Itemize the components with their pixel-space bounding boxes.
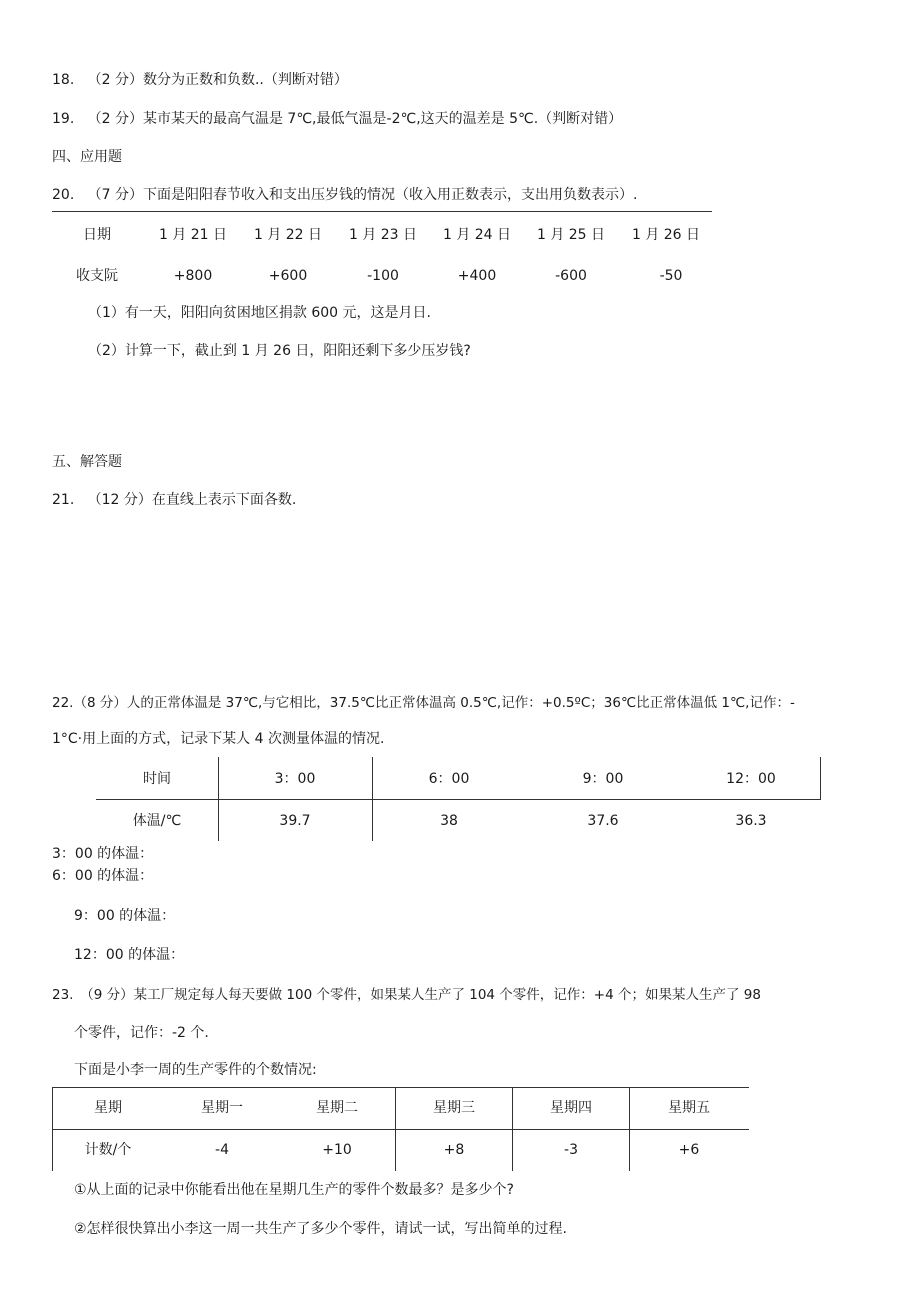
- sub-question-2: ②怎样很快算出小李这一周一共生产了多少个零件，请试一试，写出简单的过程.: [74, 1221, 567, 1237]
- table-cell: +8: [443, 1142, 465, 1158]
- table-header-cell: 星期五: [668, 1100, 710, 1116]
- question-text: （2 分）数分为正数和负数..（判断对错）: [87, 72, 348, 88]
- table-cell: 38: [440, 813, 458, 829]
- section-heading-4: 四、应用题: [52, 149, 122, 165]
- table-header-cell: 12：00: [726, 771, 776, 787]
- table-cell: +600: [268, 268, 308, 284]
- table-header-cell: 星期二: [316, 1100, 358, 1116]
- table-header-cell: 1 月 23 日: [348, 227, 418, 243]
- table-header-cell: 6：00: [428, 771, 470, 787]
- table-cell: -3: [564, 1142, 578, 1158]
- question-number: 21.: [52, 492, 75, 508]
- section-heading-5: 五、解答题: [52, 454, 122, 470]
- table-divider: [395, 1087, 396, 1171]
- table-cell: -600: [555, 268, 587, 284]
- table-cell: -100: [367, 268, 399, 284]
- table-cell: +6: [678, 1142, 700, 1158]
- table-cell: -50: [659, 268, 683, 284]
- table-header-label: 时间: [143, 771, 171, 787]
- question-text: （2 分）某市某天的最高气温是 7℃,最低气温是-2℃,这天的温差是 5℃.（判断对错）: [87, 111, 623, 127]
- table-header-cell: 1 月 21 日: [158, 227, 228, 243]
- table-rule: [52, 1087, 749, 1088]
- question-23-intro: 下面是小李一周的生产零件的个数情况:: [74, 1062, 317, 1078]
- sub-question-1: （1）有一天，阳阳向贫困地区捐款 600 元，这是月日.: [88, 305, 431, 321]
- table-divider: [629, 1087, 630, 1171]
- question-19: [52, 109, 622, 129]
- question-number: 20.: [52, 187, 75, 203]
- table-row-label: 体温/℃: [132, 813, 182, 829]
- table-cell: 37.6: [587, 813, 619, 829]
- question-number: 19.: [52, 111, 75, 127]
- question-text: （7 分）下面是阳阳春节收入和支出压岁钱的情况（收入用正数表示，支出用负数表示）.: [87, 187, 638, 203]
- question-18: [52, 70, 348, 90]
- question-21: [52, 490, 296, 510]
- table-divider: [820, 757, 821, 799]
- table-header-cell: 星期一: [201, 1100, 243, 1116]
- table-header-cell: 1 月 22 日: [253, 227, 323, 243]
- table-row-label: 计数/个: [84, 1142, 132, 1158]
- table-cell: 36.3: [735, 813, 767, 829]
- table-rule: [96, 799, 821, 800]
- table-header-label: 星期: [94, 1100, 122, 1116]
- table-header-cell: 星期三: [433, 1100, 475, 1116]
- table-divider: [512, 1087, 513, 1171]
- question-number: 18.: [52, 72, 75, 88]
- table-cell: -4: [215, 1142, 229, 1158]
- table-divider: [52, 1087, 53, 1171]
- question-22-line-2: 1°C·用上面的方式，记录下某人 4 次测量体温的情况.: [52, 731, 385, 747]
- sub-question-2: （2）计算一下，截止到 1 月 26 日，阳阳还剩下多少压岁钱?: [88, 343, 471, 359]
- table-top-rule: [52, 211, 712, 212]
- answer-line: 3：00 的体温：: [52, 846, 154, 862]
- table-rule: [52, 1129, 749, 1130]
- table-header-cell: 3：00: [274, 771, 316, 787]
- sub-question-1: ①从上面的记录中你能看出他在星期几生产的零件个数最多？是多少个?: [74, 1182, 514, 1198]
- question-text: （12 分）在直线上表示下面各数.: [87, 492, 297, 508]
- question-23-line-2: 个零件，记作：-2 个.: [74, 1025, 209, 1041]
- question-20: [52, 185, 637, 205]
- table-header-cell: 1 月 25 日: [536, 227, 606, 243]
- table-header-cell: 1 月 26 日: [631, 227, 701, 243]
- table-header-cell: 1 月 24 日: [442, 227, 512, 243]
- table-cell: +400: [457, 268, 497, 284]
- answer-line: 6：00 的体温：: [52, 868, 154, 884]
- table-row-label: 收支阮: [76, 268, 118, 284]
- question-22-line-1: 22.（8 分）人的正常体温是 37℃,与它相比，37.5℃比正常体温高 0.5℃,记作：+0.5ºC；36℃比正常体温低 1℃,记作：-: [52, 695, 795, 711]
- table-header-cell: 星期四: [550, 1100, 592, 1116]
- answer-line: 12：00 的体温：: [74, 947, 185, 963]
- question-23-line-1: 23. （9 分）某工厂规定每人每天要做 100 个零件，如果某人生产了 104 个零件，记作：+4 个；如果某人生产了 98: [52, 987, 761, 1003]
- table-cell: 39.7: [279, 813, 311, 829]
- table-header-cell: 9：00: [582, 771, 624, 787]
- table-cell: +10: [322, 1142, 352, 1158]
- table-cell: +800: [173, 268, 213, 284]
- answer-line: 9：00 的体温：: [74, 908, 176, 924]
- table-header-label: 日期: [83, 227, 111, 243]
